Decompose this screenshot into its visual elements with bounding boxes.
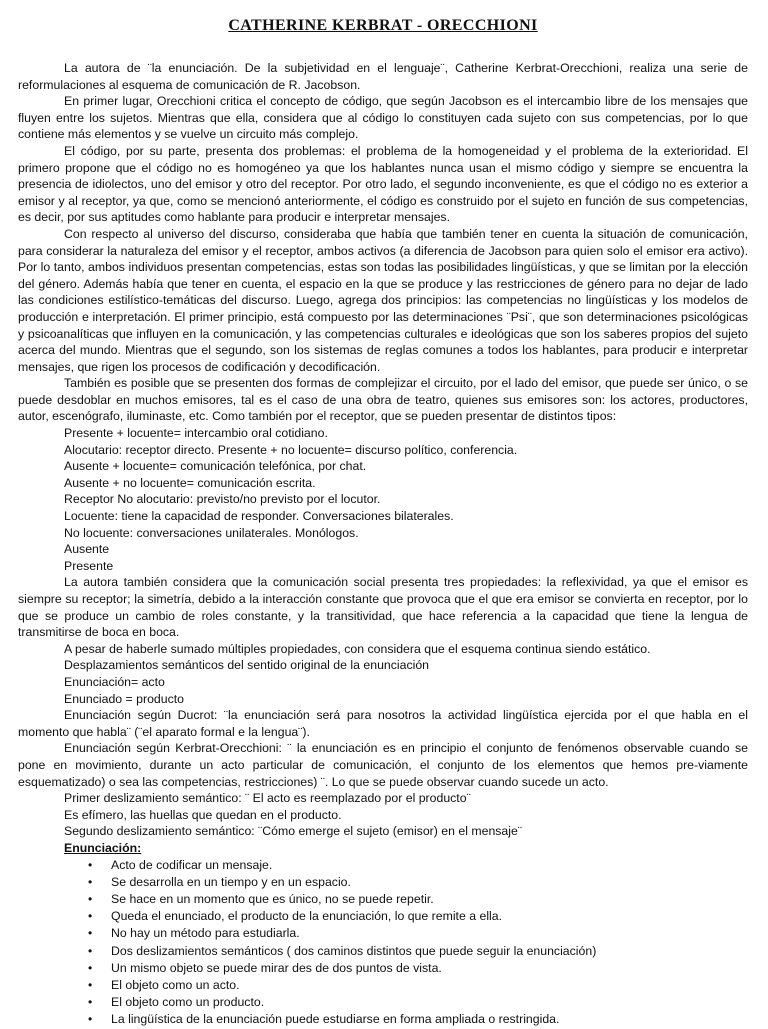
paragraph-complejizar-circuito: También es posible que se presenten dos formas de complejizar el circuito, por el lado del emisor, que puede ser único, o se puede desdoblar en muchos emisores, tal es el caso de una obra de teatro, quienes sus emisores son: los actores, productores, autor, escenógrafo, iluminaste, etc. Como también por el receptor, que se pueden presentar de distintos tipos: bbox=[18, 376, 748, 424]
list-item: • Se desarrolla en un tiempo y en un espacio. bbox=[18, 874, 748, 891]
text-line: Ausente + locuente= comunicación telefónica, por chat. bbox=[64, 459, 367, 474]
paragraph-intro: La autora de ¨la enunciación. De la subjetividad en el lenguaje¨, Catherine Kerbrat-Orecchioni, realiza una serie de reformulaciones al esquema de comunicación de R. Jacobson. bbox=[18, 61, 748, 92]
text-line: Ausente + no locuente= comunicación escrita. bbox=[64, 475, 316, 490]
page-title: CATHERINE KERBRAT - ORECCHIONI bbox=[228, 17, 538, 34]
text-line: A pesar de haberle sumado múltiples propiedades, con considera que el esquema continua siendo estático. bbox=[64, 641, 651, 656]
list-item: • Dos deslizamientos semánticos ( dos caminos distintos que puede seguir la enunciación) bbox=[18, 943, 748, 960]
paragraph-codigo-critica: En primer lugar, Orecchioni critica el concepto de código, que según Jacobson es el intercambio libre de los mensajes que fluyen entre los sujetos. Mientras que ella, considera que al código lo constituyen cada sujeto con sus competencias, por lo que contiene más elementos y se vuelve un circuito más complejo. bbox=[18, 94, 748, 142]
text-line: Primer deslizamiento semántico: ¨ El acto es reemplazado por el producto¨ bbox=[64, 791, 471, 806]
text-line: Ausente bbox=[64, 542, 110, 557]
paragraph-codigo-problemas: El código, por su parte, presenta dos problemas: el problema de la homogeneidad y el problema de la exterioridad. El primero propone que el código no es homogéneo ya que los hablantes nunca usan el mismo código y siempre se encuentra la presencia de idiolectos, uno del emisor y otro del receptor. Por otro lado, el segundo inconveniente, es que el código no es exterior a emisor y al receptor, ya que, como se mencionó anteriormente, el código es construido por el sujeto en función de sus competencias, es decir, por sus aptitudes como hablante para producir e interpretar mensajes. bbox=[18, 143, 748, 225]
list-item: • Se hace en un momento que es único, no se puede repetir. bbox=[18, 891, 748, 908]
text-line: Desplazamientos semánticos del sentido original de la enunciación bbox=[64, 658, 430, 673]
text-line: Segundo deslizamiento semántico: ¨Cómo emerge el sujeto (emisor) en el mensaje¨ bbox=[64, 824, 522, 839]
list-item: • El objeto como un acto. bbox=[18, 977, 748, 994]
section-heading-enunciacion: Enunciación: bbox=[64, 840, 142, 855]
text-line: Receptor No alocutario: previsto/no previsto por el locutor. bbox=[64, 492, 381, 507]
text-line: No locuente: conversaciones unilaterales. Monólogos. bbox=[64, 525, 359, 540]
text-line: Presente + locuente= intercambio oral cotidiano. bbox=[64, 426, 328, 441]
receptor-types-list bbox=[18, 425, 748, 574]
list-item: • Queda el enunciado, el producto de la enunciación, lo que remite a ella. bbox=[18, 908, 748, 925]
list-item: • La lingüística de la enunciación puede estudiarse en forma ampliada o restringida. bbox=[18, 1011, 748, 1028]
enunciacion-bullet-list bbox=[18, 857, 748, 1029]
paragraph-kerbrat: Enunciación según Kerbrat-Orecchioni: ¨ la enunciación es en principio el conjunto de fenómenos observable cuando se pone en movimiento, durante un acto particular de comunicación, el conjunto de los elementos que hemos pre-viamente esquematizado) o sea las competencias, restricciones) ¨. Lo que se puede observar cuando sucede un acto. bbox=[18, 741, 748, 789]
text-line: Enunciación= acto bbox=[64, 674, 165, 689]
text-line: Locuente: tiene la capacidad de responder. Conversaciones bilaterales. bbox=[64, 509, 454, 524]
text-line: Presente bbox=[64, 558, 114, 573]
list-item: • Acto de codificar un mensaje. bbox=[18, 857, 748, 874]
text-line: Es efímero, las huellas que quedan en el producto. bbox=[64, 807, 342, 822]
text-line: Enunciado = producto bbox=[64, 691, 184, 706]
list-item: • El objeto como un producto. bbox=[18, 994, 748, 1011]
list-item: • No hay un método para estudiarla. bbox=[18, 925, 748, 942]
paragraph-comunicacion-social: La autora también considera que la comunicación social presenta tres propiedades: la reflexividad, ya que el emisor es siempre su receptor; la simetría, debido a la interacción constante que provoca que el que era emisor se convierta en receptor, por lo que se produce un cambio de roles constante, y la transitividad, que hace referencia a la capacidad que tiene la lengua de transmitirse de boca en boca. bbox=[18, 575, 748, 640]
list-item: • Un mismo objeto se puede mirar des de dos puntos de vista. bbox=[18, 960, 748, 977]
text-line: Alocutario: receptor directo. Presente + no locuente= discurso político, conferencia. bbox=[64, 442, 518, 457]
paragraph-ducrot: Enunciación según Ducrot: ¨la enunciación será para nosotros la actividad lingüística ejercida por el que habla en el momento que habla¨ (¨el aparato formal e la lengua¨). bbox=[18, 708, 748, 739]
paragraph-universo-discurso: Con respecto al universo del discurso, consideraba que había que también tener en cuenta la situación de comunicación, para considerar la naturaleza del emisor y el receptor, ambos activos (a diferencia de Jacobson para quien solo el emisor era activo). Por lo tanto, ambos individuos presentan competencias, estas son todas las posibilidades lingüísticas, y que se limitan por la elección del género. Además había que tener en cuenta, el espacio en la que se produce y las restricciones de género para no dejar de lado las condiciones estilístico-temáticas del discurso. Luego, agrega dos principios: las competencias no lingüísticas y los modelos de producción e interpretación. El primer principio, está compuesto por las determinaciones ¨Psi¨, que son determinaciones psicológicas y psicoanalíticas que influyen en la comunicación, y las competencias culturales e ideológicas que son los saberes propios del sujeto acerca del mundo. Mientras que el segundo, son los sistemas de reglas comunes a todos los hablantes, para producir e interpretar mensajes, que rigen los procesos de codificación y decodificación. bbox=[18, 226, 748, 374]
